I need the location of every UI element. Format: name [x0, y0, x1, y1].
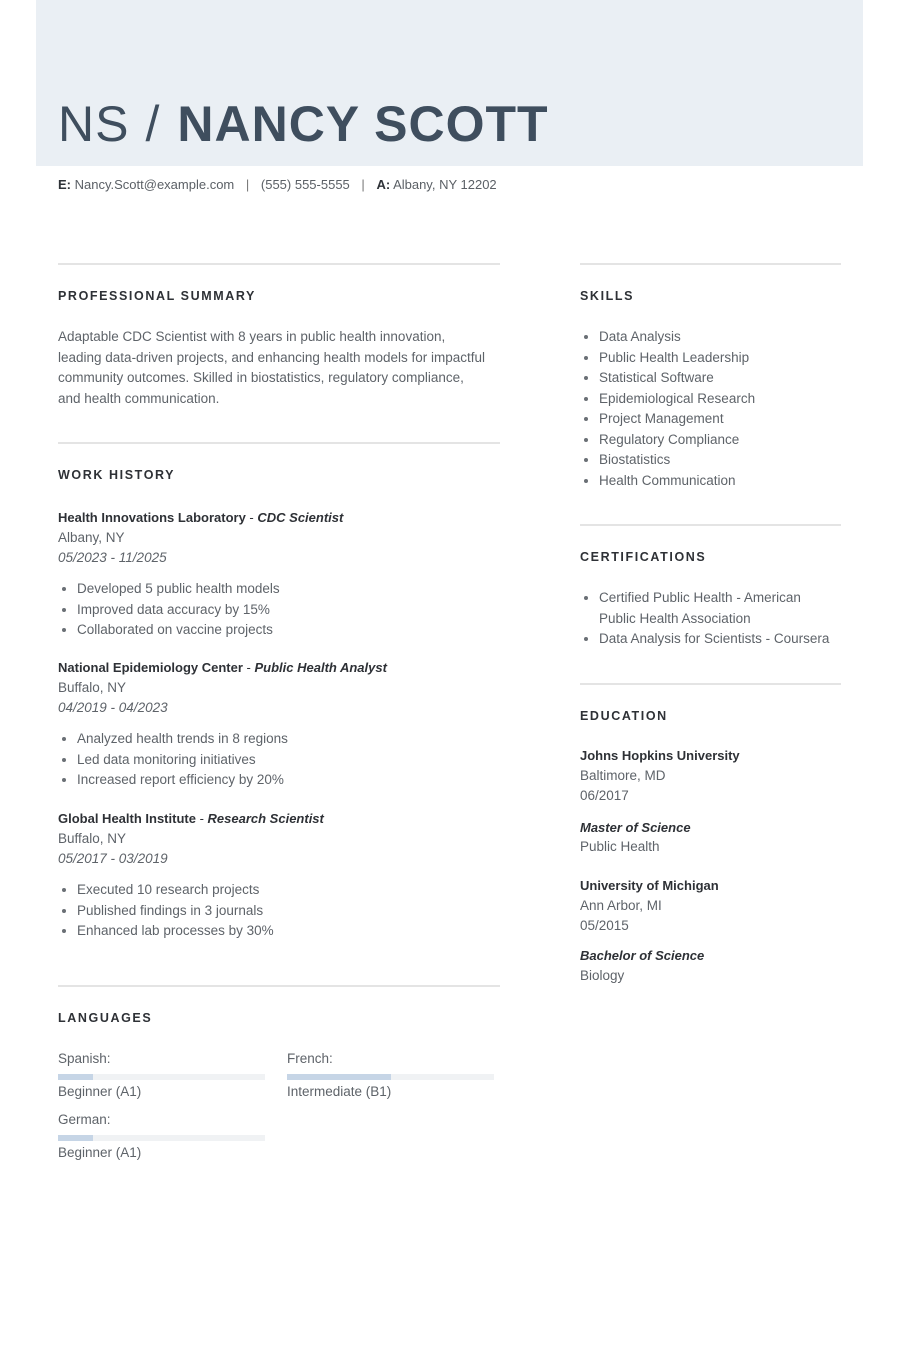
job-bullets [58, 579, 280, 641]
job-heading [58, 811, 324, 826]
address: Albany, NY 12202 [393, 177, 497, 192]
job-heading [58, 660, 387, 675]
job-bullets [58, 729, 288, 791]
language-bar [58, 1135, 265, 1141]
language-level: Intermediate (B1) [287, 1084, 392, 1099]
job-location: Buffalo, NY [58, 831, 127, 846]
languages-title: LANGUAGES [58, 1011, 153, 1025]
language-bar [58, 1074, 265, 1080]
contact-separator: | [245, 177, 250, 192]
language-name: Spanish: [58, 1051, 111, 1066]
certifications-list [580, 588, 840, 650]
section-divider [58, 442, 500, 444]
name-slash: / [145, 96, 160, 152]
list-item: Analyzed health trends in 8 regions [58, 729, 288, 750]
education-field: Biology [580, 968, 625, 983]
education-degree: Bachelor of Science [580, 948, 705, 963]
job-dash: - [242, 660, 255, 675]
education-school: Johns Hopkins University [580, 748, 740, 763]
skills-title: SKILLS [580, 289, 635, 303]
language-bar [287, 1074, 494, 1080]
list-item: Executed 10 research projects [58, 880, 274, 901]
job-dash: - [195, 811, 208, 826]
job-dates: 04/2019 - 04/2023 [58, 700, 168, 715]
education-date: 05/2015 [580, 918, 629, 933]
education-field: Public Health [580, 839, 660, 854]
section-divider [58, 263, 500, 265]
phone: (555) 555-5555 [260, 177, 350, 192]
language-bar-fill [58, 1074, 93, 1080]
list-item: Developed 5 public health models [58, 579, 280, 600]
list-item: Improved data accuracy by 15% [58, 600, 280, 621]
job-location: Albany, NY [58, 530, 125, 545]
name-heading [58, 96, 549, 152]
education-school: University of Michigan [580, 878, 719, 893]
list-item: Epidemiological Research [580, 389, 755, 410]
language-name: German: [58, 1112, 111, 1127]
list-item: Led data monitoring initiatives [58, 750, 288, 771]
language-name: French: [287, 1051, 333, 1066]
section-divider [580, 683, 841, 685]
section-divider [580, 524, 841, 526]
language-level: Beginner (A1) [58, 1145, 142, 1160]
language-level: Beginner (A1) [58, 1084, 142, 1099]
email[interactable]: Nancy.Scott@example.com [74, 177, 235, 192]
education-location: Ann Arbor, MI [580, 898, 662, 913]
initials: NS [58, 96, 130, 152]
job-title: Public Health Analyst [254, 660, 387, 675]
education-title: EDUCATION [580, 709, 668, 723]
list-item: Enhanced lab processes by 30% [58, 921, 274, 942]
job-bullets [58, 880, 274, 942]
list-item: Increased report efficiency by 20% [58, 770, 288, 791]
address-label: A: [376, 177, 391, 192]
list-item: Data Analysis for Scientists - Coursera [580, 629, 840, 650]
contact-separator: | [361, 177, 365, 192]
email-label: E: [58, 177, 71, 192]
job-company: National Epidemiology Center [58, 660, 243, 675]
section-divider [58, 985, 500, 987]
job-location: Buffalo, NY [58, 680, 127, 695]
list-item: Biostatistics [580, 450, 755, 471]
list-item: Certified Public Health - American Public Health Association [580, 588, 840, 629]
job-company: Health Innovations Laboratory [58, 510, 246, 525]
job-dates: 05/2023 - 11/2025 [58, 550, 167, 565]
job-title: CDC Scientist [257, 510, 344, 525]
job-title: Research Scientist [207, 811, 324, 826]
skills-list [580, 327, 755, 491]
list-item: Project Management [580, 409, 755, 430]
job-heading [58, 510, 343, 525]
language-bar-fill [287, 1074, 391, 1080]
section-divider [580, 263, 841, 265]
job-company: Global Health Institute [58, 811, 196, 826]
education-location: Baltimore, MD [580, 768, 666, 783]
certifications-title: CERTIFICATIONS [580, 550, 707, 564]
education-degree: Master of Science [580, 820, 691, 835]
job-dash: - [245, 510, 258, 525]
job-dates: 05/2017 - 03/2019 [58, 851, 168, 866]
work-history-title: WORK HISTORY [58, 468, 176, 482]
list-item: Public Health Leadership [580, 348, 755, 369]
language-bar-fill [58, 1135, 93, 1141]
full-name: NANCY SCOTT [177, 96, 549, 152]
summary-text: Adaptable CDC Scientist with 8 years in public health innovation, leading data-driven projects, and enhancing health models for impactful community outcomes. Skilled in biostatistics, regulatory compliance, and health communication. [58, 329, 486, 406]
list-item: Published findings in 3 journals [58, 901, 274, 922]
list-item: Data Analysis [580, 327, 755, 348]
contact-line [58, 177, 497, 192]
list-item: Regulatory Compliance [580, 430, 755, 451]
list-item: Collaborated on vaccine projects [58, 620, 280, 641]
list-item: Health Communication [580, 471, 755, 492]
education-date: 06/2017 [580, 788, 629, 803]
list-item: Statistical Software [580, 368, 755, 389]
summary-title: PROFESSIONAL SUMMARY [58, 289, 256, 303]
